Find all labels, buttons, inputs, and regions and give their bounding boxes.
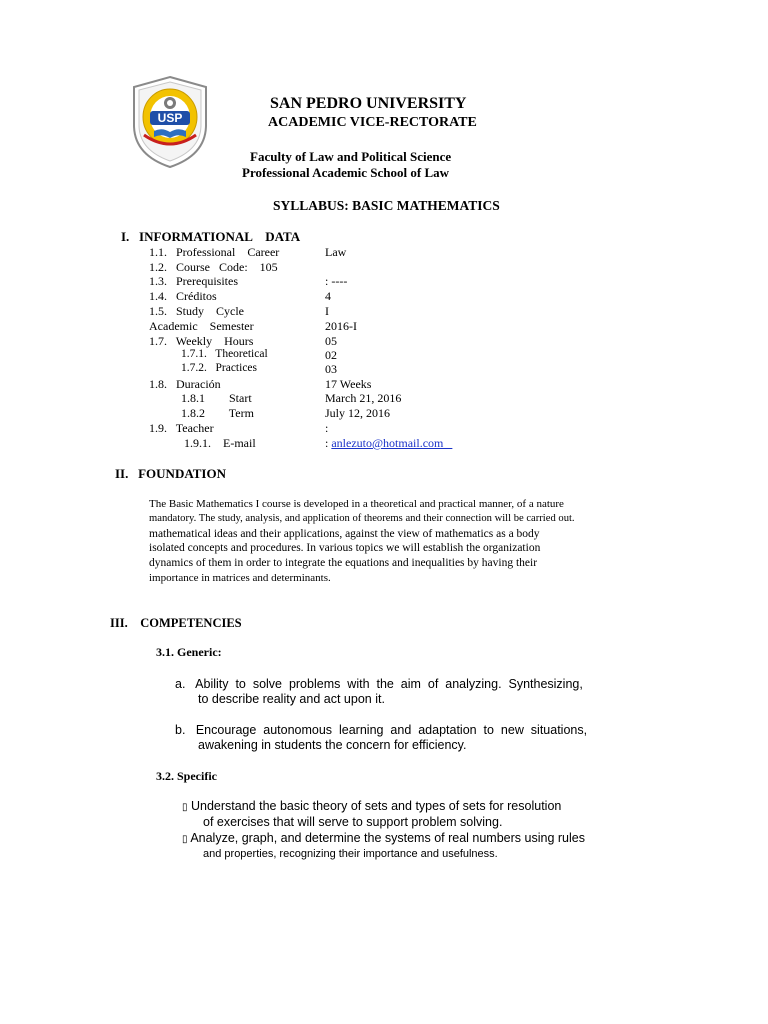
row-value: 02 xyxy=(325,348,337,362)
row-value: March 21, 2016 xyxy=(325,391,402,405)
row-label: 1.8.1 Start xyxy=(181,391,252,405)
faculty-name: Faculty of Law and Political Science xyxy=(250,149,452,164)
generic-item-line: to describe reality and act upon it. xyxy=(198,692,385,706)
paragraph-line: mathematical ideas and their applications, against the view of mathematics as a body xyxy=(149,527,540,540)
specific-item-line: and properties, recognizing their importance and usefulness. xyxy=(203,848,498,860)
row-label: 1.5. Study Cycle xyxy=(149,304,244,318)
row-value: : xyxy=(325,421,329,435)
specific-item xyxy=(182,799,561,813)
row-label: 1.3. Prerequisites xyxy=(149,274,238,288)
logo-text: USP xyxy=(157,111,183,125)
bullet-icon: ▯ xyxy=(182,802,188,813)
row-label: 1.4. Créditos xyxy=(149,289,217,303)
specific-heading: 3.2. Specific xyxy=(156,769,217,783)
row-label: 1.7. Weekly Hours xyxy=(149,334,254,348)
paragraph-line: mandatory. The study, analysis, and application of theorems and their connection will be carried out. xyxy=(149,512,575,524)
paragraph-line: importance in matrices and determinants. xyxy=(149,571,331,584)
university-name: SAN PEDRO UNIVERSITY xyxy=(270,95,467,112)
paragraph-line: isolated concepts and procedures. In various topics we will establish the organization xyxy=(149,542,541,555)
syllabus-title: SYLLABUS: BASIC MATHEMATICS xyxy=(273,198,500,213)
bullet-icon: ▯ xyxy=(182,834,188,845)
specific-item xyxy=(182,831,585,845)
generic-item-line: b. Encourage autonomous learning and adaptation to new situations, xyxy=(175,723,588,737)
section-informational-data-heading: I. INFORMATIONAL DATA xyxy=(121,229,301,244)
specific-item-line: of exercises that will serve to support problem solving. xyxy=(203,815,503,829)
paragraph-line: The Basic Mathematics I course is developed in a theoretical and practical manner, of a nature xyxy=(149,498,564,510)
university-logo xyxy=(130,75,210,169)
email-prefix: : xyxy=(325,436,332,450)
row-value: I xyxy=(325,304,329,318)
row-value: 4 xyxy=(325,289,331,303)
row-label: 1.7.1. Theoretical xyxy=(181,348,268,360)
row-label: 1.7.2. Practices xyxy=(181,362,258,374)
vice-rectorate: ACADEMIC VICE-RECTORATE xyxy=(268,115,477,130)
row-value: July 12, 2016 xyxy=(325,406,391,420)
generic-item-line: a. Ability to solve problems with the aim of analyzing. Synthesizing, xyxy=(175,677,583,691)
school-name: Professional Academic School of Law xyxy=(242,165,450,180)
row-label: 1.8.2 Term xyxy=(181,406,254,420)
section-competencies-heading: III. COMPETENCIES xyxy=(110,616,242,630)
row-value: 2016-I xyxy=(325,319,357,333)
generic-item-line: awakening in students the concern for efficiency. xyxy=(198,738,467,752)
row-label: Academic Semester xyxy=(149,319,254,333)
paragraph-line: dynamics of them in order to integrate the equations and inequalities by having their xyxy=(149,557,538,570)
email-link[interactable]: anlezuto@hotmail.com xyxy=(331,436,453,450)
row-label: 1.2. Course Code: 105 xyxy=(149,260,278,274)
row-label: 1.9.1. E-mail xyxy=(184,436,256,450)
row-value: Law xyxy=(325,245,347,259)
row-value: 03 xyxy=(325,362,337,376)
specific-item-line: Understand the basic theory of sets and types of sets for resolution xyxy=(191,799,562,813)
row-label: 1.9. Teacher xyxy=(149,421,214,435)
row-value: : ---- xyxy=(325,274,348,288)
row-value: 05 xyxy=(325,334,337,348)
foundation-paragraph xyxy=(149,497,633,586)
email-row xyxy=(325,436,452,451)
row-value: 17 Weeks xyxy=(325,377,372,391)
generic-heading: 3.1. Generic: xyxy=(156,645,222,659)
row-label: 1.8. Duración xyxy=(149,377,221,391)
specific-item-line: Analyze, graph, and determine the systems of real numbers using rules xyxy=(190,831,585,845)
section-foundation-heading: II. FOUNDATION xyxy=(115,466,226,481)
row-label: 1.1. Professional Career xyxy=(149,245,280,259)
